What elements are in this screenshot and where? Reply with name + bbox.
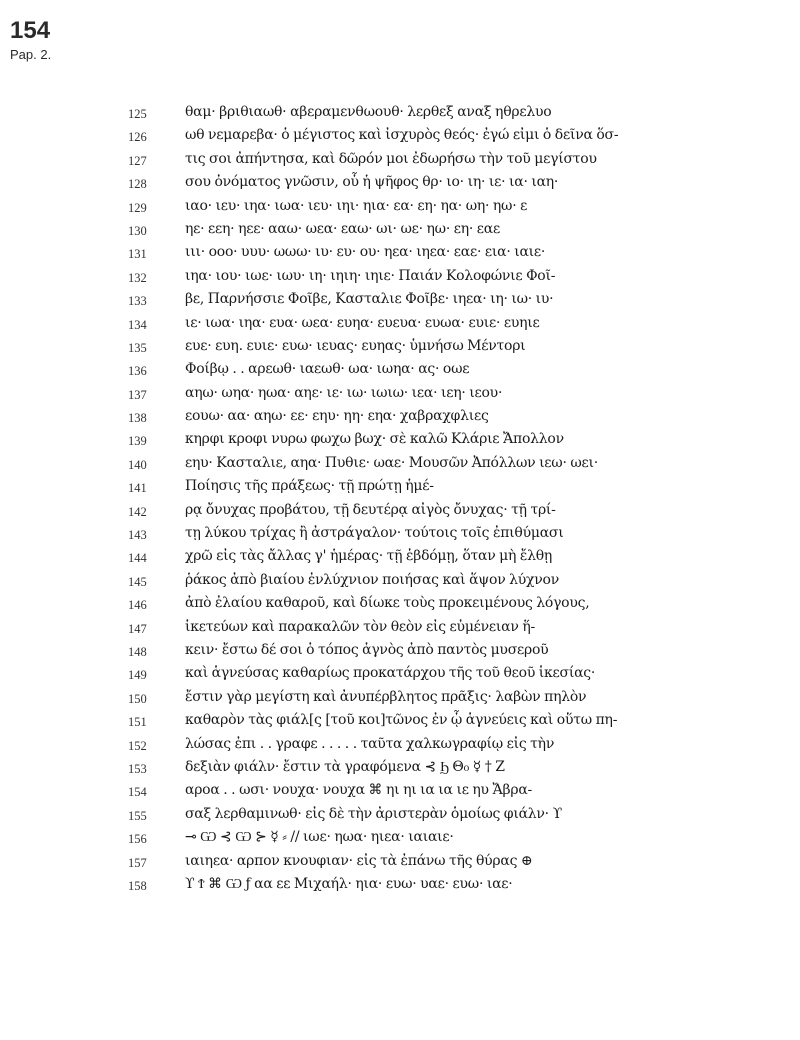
text-line <box>0 805 800 828</box>
line-number: 128 <box>128 177 147 192</box>
line-text: ἀπὸ ἐλαίου καθαροῦ, καὶ δίωκε τοὺς προκειμένους λόγους, <box>185 595 590 612</box>
line-number: 138 <box>128 411 147 426</box>
line-text: ϒ Ϯ ⌘ Ѡ ƒ αα εε Μιχαήλ· ηια· ευω· υαε· ευω· ιαε· <box>185 875 513 892</box>
line-text: βε, Παρνήσσιε Φοῖβε, Κασταλιε Φοῖβε· ιηεα· ιη· ιω· ιυ· <box>185 291 554 308</box>
line-text: ἱκετεύων καὶ παρακαλῶν τὸν θεὸν εἰς εὐμένειαν ἥ- <box>185 618 535 635</box>
line-number: 152 <box>128 738 147 753</box>
line-number: 135 <box>128 340 147 355</box>
line-text: ιηα· ιου· ιωε· ιωυ· ιη· ιηιη· ιηιε· Παιάν Κολοφώνιε Φοῖ- <box>185 267 556 284</box>
line-text: αροα . . ωσι· νουχα· νουχα ⌘ ηι ηι ια ια ιε ηυ Ἄβρα- <box>185 782 533 799</box>
line-number: 145 <box>128 574 147 589</box>
text-line <box>0 243 800 266</box>
line-text: Φοίβῳ . . αρεωθ· ιαεωθ· ωα· ιωηα· ας· οωε <box>185 361 470 378</box>
line-number: 149 <box>128 668 147 683</box>
line-text: σου ὀνόματος γνῶσιν, οὗ ἡ ψῆφος θρ· ιο· ιη· ιε· ια· ιαη· <box>185 174 559 191</box>
line-text: ωθ νεμαρεβα· ὁ μέγιστος καὶ ἰσχυρὸς θεός· ἐγώ εἰμι ὁ δεῖνα ὅσ- <box>185 127 619 144</box>
line-number: 141 <box>128 481 147 496</box>
line-number: 126 <box>128 130 147 145</box>
line-text: ρᾳ ὄνυχας προβάτου, τῇ δευτέρᾳ αἰγὸς ὄνυχας· τῇ τρί- <box>185 501 556 518</box>
line-text: καὶ ἁγνεύσας καθαρίως προκατάρχου τῆς τοῦ θεοῦ ἱκεσίας· <box>185 665 596 682</box>
line-number: 148 <box>128 644 147 659</box>
line-number: 137 <box>128 387 147 402</box>
line-number: 140 <box>128 457 147 472</box>
line-text: δεξιὰν φιάλν· ἔστιν τὰ γραφόμενα ⊰ Ϧ Θ₀ ☿ † Ζ <box>185 758 505 775</box>
line-number: 139 <box>128 434 147 449</box>
line-text: ευε· ευη. ευιε· ευω· ιευας· ευηας· ὑμνήσω Μέντορι <box>185 337 526 354</box>
papyrus-reference: Pap. 2. <box>10 47 52 62</box>
line-text: κειν· ἔστω δέ σοι ὁ τόπος ἁγνὸς ἀπὸ παντὸς μυσεροῦ <box>185 641 549 658</box>
line-text: εηυ· Κασταλιε, αηα· Πυθιε· ωαε· Μουσῶν Ἀπόλλων ιεω· ωει· <box>185 454 598 471</box>
line-number: 125 <box>128 107 147 121</box>
text-line <box>0 126 800 149</box>
line-number: 131 <box>128 247 147 262</box>
line-text: ιιι· οοο· υυυ· ωωω· ιυ· ευ· ου· ηεα· ιηεα· εαε· εια· ιαιε· <box>185 244 546 261</box>
text-line <box>0 758 800 781</box>
text-line <box>0 571 800 594</box>
text-line <box>0 173 800 196</box>
line-text: κηρφι κροφι νυρω φωχω βωχ· σὲ καλῶ Κλάριε Ἄπολλον <box>185 431 564 448</box>
line-number: 127 <box>128 153 147 168</box>
text-line <box>0 641 800 664</box>
line-number: 146 <box>128 598 147 613</box>
text-line <box>0 547 800 570</box>
line-text: καθαρὸν τὰς φιάλ[ς [τοῦ κοι]τῶνος ἐν ᾧ ἁγνεύεις καὶ οὕτω πη- <box>185 712 618 729</box>
line-number: 147 <box>128 621 147 636</box>
line-text: αηω· ωηα· ηωα· αηε· ιε· ιω· ιωιω· ιεα· ιεη· ιεου· <box>185 384 503 401</box>
line-number: 143 <box>128 528 147 543</box>
line-number: 158 <box>128 878 147 893</box>
line-number: 156 <box>128 832 147 847</box>
text-line <box>0 664 800 687</box>
text-line <box>0 267 800 290</box>
line-text: ἔστιν γὰρ μεγίστη καὶ ἀνυπέρβλητος πρᾶξις· λαβὼν πηλὸν <box>185 688 587 705</box>
text-line <box>0 594 800 617</box>
line-text: λώσας ἐπι . . γραφε . . . . . ταῦτα χαλκωγραφίῳ εἰς τὴν <box>185 735 555 752</box>
line-text: τῃ λύκου τρίχας ἢ ἀστράγαλον· τούτοις τοῖς ἐπιθύμασι <box>185 525 564 542</box>
text-line <box>0 290 800 313</box>
text-line <box>0 197 800 220</box>
text-line <box>0 711 800 734</box>
line-text: τις σοι ἀπήντησα, καὶ δῶρόν μοι ἐδωρήσω τὴν τοῦ μεγίστου <box>185 150 597 167</box>
line-text: Ποίησις τῆς πράξεως· τῇ πρώτῃ ἡμέ- <box>185 478 434 495</box>
edition-text-body <box>0 103 800 898</box>
text-line <box>0 384 800 407</box>
text-line <box>0 735 800 758</box>
line-number: 144 <box>128 551 147 566</box>
line-number: 151 <box>128 715 147 730</box>
text-line <box>0 103 800 126</box>
text-line <box>0 524 800 547</box>
text-line <box>0 688 800 711</box>
line-text: σαξ λερθαμινωθ· εἰς δὲ τὴν ἀριστερὰν ὁμοίως φιάλν· ϒ <box>185 805 562 822</box>
text-line <box>0 828 800 851</box>
text-line <box>0 875 800 898</box>
page-header <box>10 18 130 63</box>
text-line <box>0 501 800 524</box>
line-number: 130 <box>128 223 147 238</box>
line-text: ῥάκος ἀπὸ βιαίου ἐνλύχνιον ποιήσας καὶ ἅψον λύχνον <box>185 571 559 588</box>
text-line <box>0 781 800 804</box>
line-number: 154 <box>128 785 147 800</box>
line-text: εουω· αα· αηω· εε· εηυ· ηη· εηα· χαβραχφλιες <box>185 408 489 425</box>
line-text: ηε· εεη· ηεε· ααω· ωεα· εαω· ωι· ωε· ηω· εη· εαε <box>185 220 500 237</box>
line-text: θαμ· βριθιαωθ· αβεραμενθωουθ· λερθεξ αναξ ηθρελυο <box>185 104 552 120</box>
text-line <box>0 430 800 453</box>
text-line <box>0 220 800 243</box>
line-text: ιαο· ιευ· ιηα· ιωα· ιευ· ιηι· ηια· εα· εη· ηα· ωη· ηω· ε <box>185 197 528 214</box>
line-text: ιε· ιωα· ιηα· ευα· ωεα· ευηα· ευευα· ευωα· ευιε· ευηιε <box>185 314 540 331</box>
line-number: 129 <box>128 200 147 215</box>
line-number: 142 <box>128 504 147 519</box>
text-line <box>0 454 800 477</box>
line-number: 153 <box>128 761 147 776</box>
text-line <box>0 618 800 641</box>
line-text: ⊸ Ѡ ⊰ Ѡ ⊱ ☿ ⸗ // ιωε· ηωα· ηιεα· ιαιαιε· <box>185 829 454 846</box>
text-line <box>0 150 800 173</box>
line-number: 132 <box>128 270 147 285</box>
line-text: χρῶ εἰς τὰς ἄλλας γ' ἡμέρας· τῇ ἑβδόμῃ, ὅταν μὴ ἔλθῃ <box>185 548 553 565</box>
text-line <box>0 314 800 337</box>
text-line <box>0 360 800 383</box>
page-number: 154 <box>10 17 51 44</box>
line-number: 133 <box>128 294 147 309</box>
line-number: 134 <box>128 317 147 332</box>
line-number: 150 <box>128 691 147 706</box>
text-line <box>0 852 800 875</box>
line-number: 136 <box>128 364 147 379</box>
text-line <box>0 477 800 500</box>
line-number: 155 <box>128 808 147 823</box>
text-line <box>0 407 800 430</box>
line-text: ιαιηεα· αρπον κνουφιαν· εἰς τὰ ἐπάνω τῆς θύρας ⊕ <box>185 852 533 869</box>
line-number: 157 <box>128 855 147 870</box>
text-line <box>0 337 800 360</box>
